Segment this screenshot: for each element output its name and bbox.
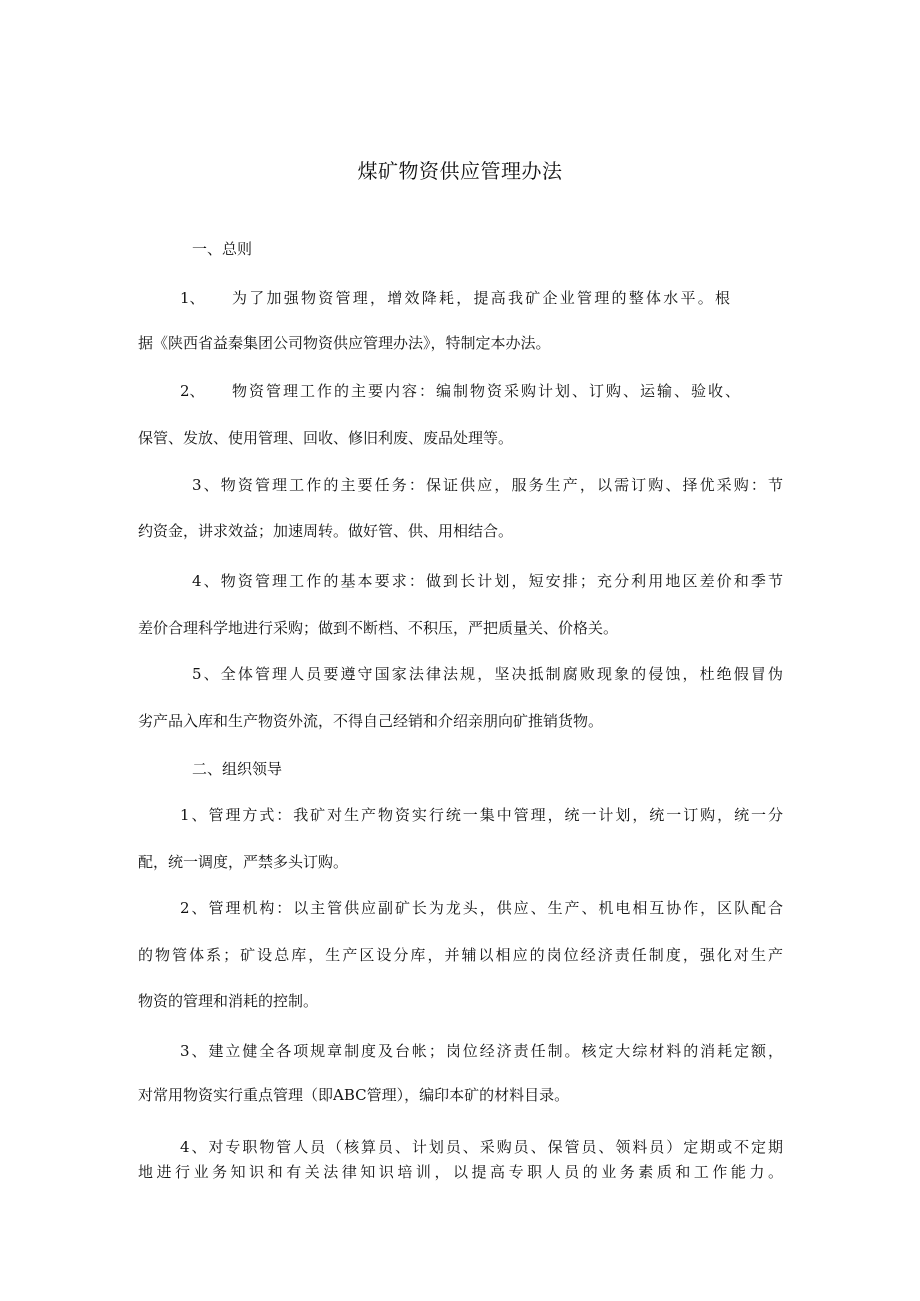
- paragraph-line: 物资管理工作的主要内容：编制物资采购计划、订购、运输、验收、: [232, 382, 740, 400]
- paragraph-line: 1、管理方式：我矿对生产物资实行统一集中管理，统一计划，统一订购，统一分: [180, 806, 783, 824]
- document-title: 煤矿物资供应管理办法: [357, 159, 563, 183]
- paragraph-line: 3、物资管理工作的主要任务：保证供应，服务生产，以需订购、择优采购：节: [192, 476, 783, 494]
- paragraph-line: 3、建立健全各项规章制度及台帐；岗位经济责任制。核定大综材料的消耗定额，: [180, 1042, 783, 1060]
- paragraph-line: 约资金，讲求效益；加速周转。做好管、供、用相结合。: [138, 522, 514, 540]
- item-number: 2、: [180, 382, 205, 400]
- paragraph-line: 劣产品入库和生产物资外流，不得自己经销和介绍亲朋向矿推销货物。: [138, 712, 604, 730]
- paragraph-line: 物资的管理和消耗的控制。: [138, 992, 319, 1010]
- paragraph-line: 差价合理科学地进行采购；做到不断档、不积压，严把质量关、价格关。: [138, 619, 619, 637]
- paragraph-line: 对常用物资实行重点管理（即ABC管理），编印本矿的材料目录。: [138, 1086, 570, 1104]
- paragraph-line: 地进行业务知识和有关法律知识培训，以提高专职人员的业务素质和工作能力。: [138, 1163, 783, 1181]
- paragraph-line: 为了加强物资管理，增效降耗，提高我矿企业管理的整体水平。根: [232, 289, 730, 307]
- paragraph-line: 配，统一调度，严禁多头订购。: [138, 853, 349, 871]
- item-number: 1、: [180, 289, 205, 307]
- paragraph-line: 据《陕西省益秦集团公司物资供应管理办法》，特制定本办法。: [138, 334, 551, 352]
- paragraph-line: 4、物资管理工作的基本要求：做到长计划，短安排；充分利用地区差价和季节: [192, 572, 783, 590]
- section-heading-organization: 二、组织领导: [192, 760, 283, 778]
- paragraph-line: 保管、发放、使用管理、回收、修旧利废、废品处理等。: [138, 429, 514, 447]
- paragraph-line: 的物管体系；矿设总库，生产区设分库，并辅以相应的岗位经济责任制度，强化对生产: [138, 946, 783, 964]
- paragraph-line: 5、全体管理人员要遵守国家法律法规，坚决抵制腐败现象的侵蚀，杜绝假冒伪: [192, 665, 783, 683]
- paragraph-line: 2、管理机构：以主管供应副矿长为龙头，供应、生产、机电相互协作，区队配合: [180, 899, 783, 917]
- paragraph-line: 4、对专职物管人员（核算员、计划员、采购员、保管员、领料员）定期或不定期: [180, 1138, 783, 1156]
- section-heading-general: 一、总则: [192, 240, 253, 258]
